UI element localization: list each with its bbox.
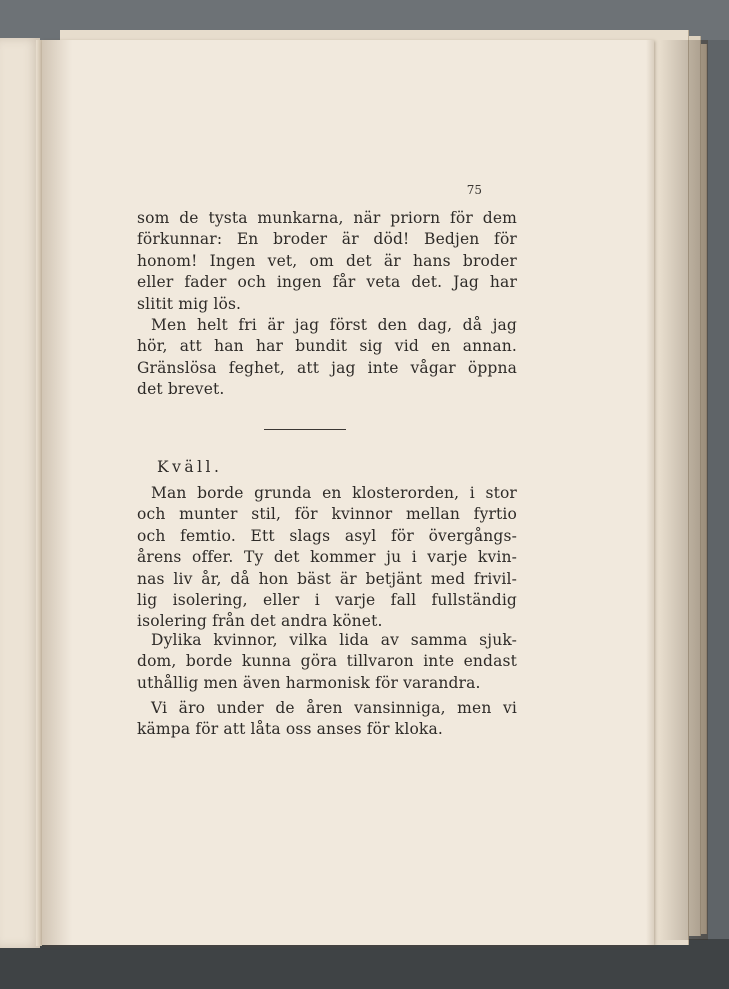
paragraph-4 — [137, 630, 517, 694]
previous-page — [0, 38, 40, 948]
text-line: uthållig men även harmonisk för varandra. — [137, 673, 481, 692]
text-line: och munter stil, för kvinnor mellan fyrtio — [137, 505, 517, 524]
text-line: Dylika kvinnor, vilka lida av samma sjuk- — [151, 631, 517, 649]
text-line: isolering från det andra könet. — [137, 612, 383, 631]
text-line: honom! Ingen vet, om det är hans broder — [137, 251, 517, 270]
text-line: lig isolering, eller i varje fall fullständig — [137, 591, 517, 610]
text-line: årens offer. Ty det kommer ju i varje kvin- — [137, 548, 517, 567]
text-line: Man borde grunda en klosterorden, i stor — [151, 484, 517, 502]
text-line: hör, att han har bundit sig vid en annan. — [137, 337, 517, 356]
page-stack-shadow — [660, 40, 708, 940]
text-line: nas liv år, då hon bäst är betjänt med frivil- — [137, 569, 517, 588]
text-line: Vi äro under de åren vansinniga, men vi — [151, 699, 517, 717]
text-line: som de tysta munkarna, när priorn för dem — [137, 209, 517, 227]
text-line: slitit mig lös. — [137, 294, 242, 313]
section-heading: Kväll. — [157, 458, 223, 476]
paragraph-2 — [137, 315, 517, 401]
text-line: eller fader och ingen får veta det. Jag har — [137, 273, 517, 292]
text-line: förkunnar: En broder är död! Bedjen för — [137, 230, 517, 249]
page-number: 75 — [466, 183, 482, 197]
text-line: och femtio. Ett slags asyl för övergångs- — [137, 526, 517, 545]
text-line: dom, borde kunna göra tillvaron inte endast — [137, 652, 517, 671]
section-divider — [264, 429, 346, 430]
paragraph-3 — [137, 483, 517, 633]
book-page — [42, 40, 654, 945]
text-line: Men helt fri är jag först den dag, då jag — [151, 316, 517, 334]
text-line: Gränslösa feghet, att jag inte vågar öppna — [137, 358, 517, 377]
paragraph-5 — [137, 698, 517, 741]
text-line: kämpa för att låta oss anses för kloka. — [137, 720, 443, 739]
paragraph-1 — [137, 208, 517, 315]
background-bottom — [0, 939, 729, 989]
text-line: det brevet. — [137, 380, 225, 399]
